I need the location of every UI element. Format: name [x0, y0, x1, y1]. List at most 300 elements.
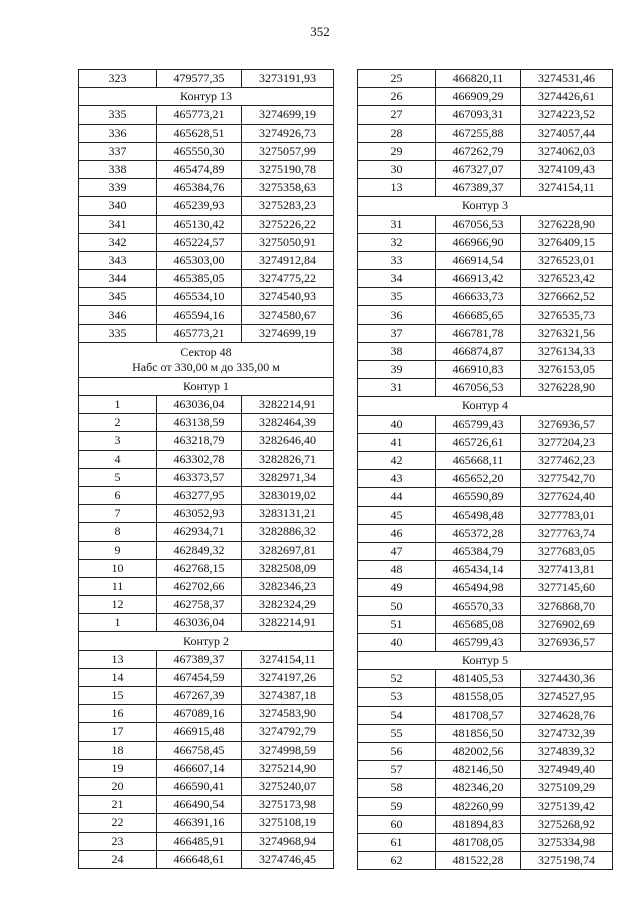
table-row — [358, 179, 613, 197]
point-number-cell: 23 — [79, 832, 157, 850]
table-row — [79, 306, 334, 324]
x-coordinate-cell: 482002,56 — [436, 742, 521, 760]
y-coordinate-cell: 3276134,33 — [521, 342, 613, 360]
x-coordinate-cell: 467255,88 — [436, 124, 521, 142]
point-number-cell: 341 — [79, 215, 157, 233]
point-number-cell: 45 — [358, 506, 436, 524]
point-number-cell: 24 — [79, 850, 157, 868]
table-row — [358, 306, 613, 324]
point-number-cell: 47 — [358, 542, 436, 560]
y-coordinate-cell: 3276523,01 — [521, 251, 613, 269]
x-coordinate-cell: 467454,59 — [157, 668, 242, 686]
y-coordinate-cell: 3277542,70 — [521, 470, 613, 488]
table-row — [79, 432, 334, 450]
y-coordinate-cell: 3274531,46 — [521, 70, 613, 88]
y-coordinate-cell: 3277145,60 — [521, 579, 613, 597]
x-coordinate-cell: 467056,53 — [436, 379, 521, 397]
x-coordinate-cell: 466648,61 — [157, 850, 242, 868]
contour-header: Контур 4 — [358, 397, 613, 415]
x-coordinate-cell: 481708,05 — [436, 833, 521, 851]
table-row — [79, 723, 334, 741]
table-row — [79, 70, 334, 88]
table-row — [79, 414, 334, 432]
x-coordinate-cell: 481558,05 — [436, 688, 521, 706]
y-coordinate-cell: 3275283,23 — [242, 197, 334, 215]
x-coordinate-cell: 465726,61 — [436, 433, 521, 451]
x-coordinate-cell: 466966,90 — [436, 233, 521, 251]
y-coordinate-cell: 3274154,11 — [521, 179, 613, 197]
x-coordinate-cell: 465384,76 — [157, 179, 242, 197]
table-row — [358, 542, 613, 560]
contour-header-row — [79, 88, 334, 106]
x-coordinate-cell: 467089,16 — [157, 705, 242, 723]
table-row — [358, 215, 613, 233]
point-number-cell: 43 — [358, 470, 436, 488]
x-coordinate-cell: 466758,45 — [157, 741, 242, 759]
x-coordinate-cell: 481856,50 — [436, 724, 521, 742]
table-row — [358, 506, 613, 524]
point-number-cell: 58 — [358, 779, 436, 797]
x-coordinate-cell: 462702,66 — [157, 577, 242, 595]
table-row — [358, 688, 613, 706]
y-coordinate-cell: 3276153,05 — [521, 361, 613, 379]
table-row — [79, 142, 334, 160]
table-row — [358, 124, 613, 142]
y-coordinate-cell: 3274746,45 — [242, 850, 334, 868]
x-coordinate-cell: 465685,08 — [436, 615, 521, 633]
point-number-cell: 343 — [79, 251, 157, 269]
table-row — [79, 759, 334, 777]
table-row — [358, 524, 613, 542]
point-number-cell: 54 — [358, 706, 436, 724]
x-coordinate-cell: 481522,28 — [436, 852, 521, 870]
table-row — [358, 324, 613, 342]
y-coordinate-cell: 3274540,93 — [242, 288, 334, 306]
y-coordinate-cell: 3274057,44 — [521, 124, 613, 142]
x-coordinate-cell: 465385,05 — [157, 270, 242, 288]
y-coordinate-cell: 3276936,57 — [521, 633, 613, 651]
point-number-cell: 40 — [358, 415, 436, 433]
point-number-cell: 61 — [358, 833, 436, 851]
point-number-cell: 15 — [79, 687, 157, 705]
point-number-cell: 17 — [79, 723, 157, 741]
y-coordinate-cell: 3276662,52 — [521, 288, 613, 306]
y-coordinate-cell: 3282346,23 — [242, 577, 334, 595]
x-coordinate-cell: 467389,37 — [157, 650, 242, 668]
y-coordinate-cell: 3275057,99 — [242, 142, 334, 160]
y-coordinate-cell: 3277783,01 — [521, 506, 613, 524]
sector-header-row — [79, 342, 334, 377]
table-row — [358, 451, 613, 469]
table-row — [358, 342, 613, 360]
point-number-cell: 16 — [79, 705, 157, 723]
y-coordinate-cell: 3274154,11 — [242, 650, 334, 668]
point-number-cell: 19 — [79, 759, 157, 777]
point-number-cell: 7 — [79, 505, 157, 523]
x-coordinate-cell: 465224,57 — [157, 233, 242, 251]
y-coordinate-cell: 3276902,69 — [521, 615, 613, 633]
y-coordinate-cell: 3276523,42 — [521, 270, 613, 288]
sector-title: Сектор 48 — [180, 344, 232, 359]
table-row — [358, 251, 613, 269]
point-number-cell: 42 — [358, 451, 436, 469]
table-row — [358, 160, 613, 178]
table-row — [79, 814, 334, 832]
x-coordinate-cell: 465594,16 — [157, 306, 242, 324]
y-coordinate-cell: 3274628,76 — [521, 706, 613, 724]
y-coordinate-cell: 3274223,52 — [521, 106, 613, 124]
y-coordinate-cell: 3276409,15 — [521, 233, 613, 251]
y-coordinate-cell: 3274968,94 — [242, 832, 334, 850]
x-coordinate-cell: 465534,10 — [157, 288, 242, 306]
point-number-cell: 3 — [79, 432, 157, 450]
table-row — [358, 70, 613, 88]
y-coordinate-cell: 3275109,29 — [521, 779, 613, 797]
point-number-cell: 13 — [358, 179, 436, 197]
table-row — [358, 561, 613, 579]
y-coordinate-cell: 3282886,32 — [242, 523, 334, 541]
x-coordinate-cell: 466915,48 — [157, 723, 242, 741]
point-number-cell: 335 — [79, 106, 157, 124]
table-row — [358, 670, 613, 688]
table-row — [358, 470, 613, 488]
x-coordinate-cell: 465799,43 — [436, 415, 521, 433]
y-coordinate-cell: 3274732,39 — [521, 724, 613, 742]
table-row — [358, 88, 613, 106]
point-number-cell: 339 — [79, 179, 157, 197]
y-coordinate-cell: 3275268,92 — [521, 815, 613, 833]
y-coordinate-cell: 3274387,18 — [242, 687, 334, 705]
x-coordinate-cell: 463277,95 — [157, 486, 242, 504]
point-number-cell: 346 — [79, 306, 157, 324]
x-coordinate-cell: 465570,33 — [436, 597, 521, 615]
y-coordinate-cell: 3276868,70 — [521, 597, 613, 615]
contour-header: Контур 13 — [79, 88, 334, 106]
table-row — [358, 852, 613, 870]
y-coordinate-cell: 3274839,32 — [521, 742, 613, 760]
table-row — [358, 233, 613, 251]
table-row — [79, 450, 334, 468]
point-number-cell: 52 — [358, 670, 436, 688]
table-row — [358, 724, 613, 742]
table-row — [358, 415, 613, 433]
table-row — [79, 850, 334, 868]
y-coordinate-cell: 3275050,91 — [242, 233, 334, 251]
x-coordinate-cell: 465590,89 — [436, 488, 521, 506]
y-coordinate-cell: 3282214,91 — [242, 396, 334, 414]
contour-header-row — [79, 377, 334, 395]
point-number-cell: 62 — [358, 852, 436, 870]
point-number-cell: 336 — [79, 124, 157, 142]
y-coordinate-cell: 3275198,74 — [521, 852, 613, 870]
table-row — [358, 742, 613, 760]
y-coordinate-cell: 3274426,61 — [521, 88, 613, 106]
x-coordinate-cell: 465494,98 — [436, 579, 521, 597]
point-number-cell: 323 — [79, 70, 157, 88]
contour-header: Контур 1 — [79, 377, 334, 395]
table-row — [79, 124, 334, 142]
table-row — [358, 833, 613, 851]
x-coordinate-cell: 465773,21 — [157, 324, 242, 342]
y-coordinate-cell: 3283019,02 — [242, 486, 334, 504]
y-coordinate-cell: 3275214,90 — [242, 759, 334, 777]
x-coordinate-cell: 466685,65 — [436, 306, 521, 324]
table-row — [358, 797, 613, 815]
x-coordinate-cell: 466909,29 — [436, 88, 521, 106]
y-coordinate-cell: 3282464,39 — [242, 414, 334, 432]
y-coordinate-cell: 3274949,40 — [521, 761, 613, 779]
point-number-cell: 18 — [79, 741, 157, 759]
y-coordinate-cell: 3277204,23 — [521, 433, 613, 451]
point-number-cell: 38 — [358, 342, 436, 360]
point-number-cell: 51 — [358, 615, 436, 633]
x-coordinate-cell: 465668,11 — [436, 451, 521, 469]
x-coordinate-cell: 465303,00 — [157, 251, 242, 269]
x-coordinate-cell: 467389,37 — [436, 179, 521, 197]
table-row — [79, 650, 334, 668]
table-row — [358, 579, 613, 597]
y-coordinate-cell: 3274527,95 — [521, 688, 613, 706]
y-coordinate-cell: 3274062,03 — [521, 142, 613, 160]
x-coordinate-cell: 467262,79 — [436, 142, 521, 160]
point-number-cell: 345 — [79, 288, 157, 306]
x-coordinate-cell: 466633,73 — [436, 288, 521, 306]
x-coordinate-cell: 465498,48 — [436, 506, 521, 524]
x-coordinate-cell: 481894,83 — [436, 815, 521, 833]
table-row — [358, 633, 613, 651]
y-coordinate-cell: 3274912,84 — [242, 251, 334, 269]
table-row — [358, 597, 613, 615]
x-coordinate-cell: 466590,41 — [157, 777, 242, 795]
table-row — [79, 179, 334, 197]
table-row — [358, 433, 613, 451]
y-coordinate-cell: 3277413,81 — [521, 561, 613, 579]
point-number-cell: 4 — [79, 450, 157, 468]
point-number-cell: 34 — [358, 270, 436, 288]
point-number-cell: 338 — [79, 160, 157, 178]
point-number-cell: 344 — [79, 270, 157, 288]
x-coordinate-cell: 463052,93 — [157, 505, 242, 523]
point-number-cell: 55 — [358, 724, 436, 742]
point-number-cell: 8 — [79, 523, 157, 541]
x-coordinate-cell: 467327,07 — [436, 160, 521, 178]
point-number-cell: 14 — [79, 668, 157, 686]
x-coordinate-cell: 466391,16 — [157, 814, 242, 832]
y-coordinate-cell: 3275358,63 — [242, 179, 334, 197]
table-row — [358, 615, 613, 633]
coordinates-table-left — [78, 69, 334, 869]
table-row — [358, 142, 613, 160]
table-row — [79, 160, 334, 178]
y-coordinate-cell: 3274583,90 — [242, 705, 334, 723]
point-number-cell: 1 — [79, 614, 157, 632]
x-coordinate-cell: 462758,37 — [157, 596, 242, 614]
point-number-cell: 11 — [79, 577, 157, 595]
contour-header-row — [358, 197, 613, 215]
table-row — [358, 379, 613, 397]
x-coordinate-cell: 467056,53 — [436, 215, 521, 233]
point-number-cell: 26 — [358, 88, 436, 106]
y-coordinate-cell: 3277683,05 — [521, 542, 613, 560]
y-coordinate-cell: 3274792,79 — [242, 723, 334, 741]
y-coordinate-cell: 3274109,43 — [521, 160, 613, 178]
point-number-cell: 21 — [79, 796, 157, 814]
table-row — [79, 396, 334, 414]
table-row — [358, 270, 613, 288]
y-coordinate-cell: 3273191,93 — [242, 70, 334, 88]
x-coordinate-cell: 466874,87 — [436, 342, 521, 360]
point-number-cell: 60 — [358, 815, 436, 833]
x-coordinate-cell: 466914,54 — [436, 251, 521, 269]
x-coordinate-cell: 465130,42 — [157, 215, 242, 233]
point-number-cell: 27 — [358, 106, 436, 124]
y-coordinate-cell: 3277763,74 — [521, 524, 613, 542]
table-row — [79, 596, 334, 614]
table-row — [79, 777, 334, 795]
x-coordinate-cell: 466781,78 — [436, 324, 521, 342]
table-row — [358, 488, 613, 506]
y-coordinate-cell: 3274699,19 — [242, 324, 334, 342]
x-coordinate-cell: 463302,78 — [157, 450, 242, 468]
point-number-cell: 28 — [358, 124, 436, 142]
x-coordinate-cell: 465239,93 — [157, 197, 242, 215]
point-number-cell: 22 — [79, 814, 157, 832]
table-row — [79, 741, 334, 759]
x-coordinate-cell: 463373,57 — [157, 468, 242, 486]
sector-header — [79, 342, 334, 377]
y-coordinate-cell: 3274699,19 — [242, 106, 334, 124]
point-number-cell: 53 — [358, 688, 436, 706]
x-coordinate-cell: 467093,31 — [436, 106, 521, 124]
table-row — [79, 614, 334, 632]
x-coordinate-cell: 482346,20 — [436, 779, 521, 797]
table-row — [79, 106, 334, 124]
y-coordinate-cell: 3275173,98 — [242, 796, 334, 814]
x-coordinate-cell: 466485,91 — [157, 832, 242, 850]
table-row — [358, 815, 613, 833]
contour-header: Контур 5 — [358, 652, 613, 670]
table-row — [358, 361, 613, 379]
point-number-cell: 35 — [358, 288, 436, 306]
x-coordinate-cell: 463036,04 — [157, 396, 242, 414]
point-number-cell: 46 — [358, 524, 436, 542]
x-coordinate-cell: 463138,59 — [157, 414, 242, 432]
point-number-cell: 9 — [79, 541, 157, 559]
y-coordinate-cell: 3274580,67 — [242, 306, 334, 324]
y-coordinate-cell: 3275226,22 — [242, 215, 334, 233]
point-number-cell: 59 — [358, 797, 436, 815]
y-coordinate-cell: 3274775,22 — [242, 270, 334, 288]
y-coordinate-cell: 3282646,40 — [242, 432, 334, 450]
y-coordinate-cell: 3274998,59 — [242, 741, 334, 759]
x-coordinate-cell: 462849,32 — [157, 541, 242, 559]
table-row — [79, 197, 334, 215]
point-number-cell: 337 — [79, 142, 157, 160]
point-number-cell: 12 — [79, 596, 157, 614]
table-row — [79, 668, 334, 686]
point-number-cell: 30 — [358, 160, 436, 178]
point-number-cell: 48 — [358, 561, 436, 579]
y-coordinate-cell: 3275190,78 — [242, 160, 334, 178]
y-coordinate-cell: 3275240,07 — [242, 777, 334, 795]
contour-header-row — [358, 652, 613, 670]
x-coordinate-cell: 465773,21 — [157, 106, 242, 124]
point-number-cell: 40 — [358, 633, 436, 651]
table-row — [79, 270, 334, 288]
point-number-cell: 340 — [79, 197, 157, 215]
x-coordinate-cell: 465434,14 — [436, 561, 521, 579]
point-number-cell: 33 — [358, 251, 436, 269]
contour-header: Контур 2 — [79, 632, 334, 650]
x-coordinate-cell: 465384,79 — [436, 542, 521, 560]
y-coordinate-cell: 3274926,73 — [242, 124, 334, 142]
x-coordinate-cell: 466910,83 — [436, 361, 521, 379]
y-coordinate-cell: 3276228,90 — [521, 215, 613, 233]
point-number-cell: 2 — [79, 414, 157, 432]
x-coordinate-cell: 465474,89 — [157, 160, 242, 178]
x-coordinate-cell: 465799,43 — [436, 633, 521, 651]
point-number-cell: 342 — [79, 233, 157, 251]
point-number-cell: 1 — [79, 396, 157, 414]
page-number: 352 — [310, 24, 330, 39]
table-row — [79, 705, 334, 723]
point-number-cell: 10 — [79, 559, 157, 577]
point-number-cell: 44 — [358, 488, 436, 506]
contour-header-row — [79, 632, 334, 650]
point-number-cell: 335 — [79, 324, 157, 342]
point-number-cell: 13 — [79, 650, 157, 668]
point-number-cell: 25 — [358, 70, 436, 88]
table-row — [79, 523, 334, 541]
point-number-cell: 56 — [358, 742, 436, 760]
table-row — [79, 288, 334, 306]
table-row — [79, 559, 334, 577]
point-number-cell: 31 — [358, 379, 436, 397]
point-number-cell: 41 — [358, 433, 436, 451]
x-coordinate-cell: 465652,20 — [436, 470, 521, 488]
y-coordinate-cell: 3282826,71 — [242, 450, 334, 468]
sector-height-range: Набс от 330,00 м до 335,00 м — [132, 359, 280, 374]
point-number-cell: 31 — [358, 215, 436, 233]
contour-header-row — [358, 397, 613, 415]
table-row — [79, 832, 334, 850]
y-coordinate-cell: 3276228,90 — [521, 379, 613, 397]
x-coordinate-cell: 465372,28 — [436, 524, 521, 542]
x-coordinate-cell: 481708,57 — [436, 706, 521, 724]
x-coordinate-cell: 479577,35 — [157, 70, 242, 88]
table-row — [79, 324, 334, 342]
table-row — [358, 706, 613, 724]
table-row — [358, 779, 613, 797]
point-number-cell: 50 — [358, 597, 436, 615]
y-coordinate-cell: 3275139,42 — [521, 797, 613, 815]
table-row — [79, 468, 334, 486]
point-number-cell: 20 — [79, 777, 157, 795]
x-coordinate-cell: 482146,50 — [436, 761, 521, 779]
x-coordinate-cell: 463036,04 — [157, 614, 242, 632]
y-coordinate-cell: 3277462,23 — [521, 451, 613, 469]
table-row — [79, 233, 334, 251]
y-coordinate-cell: 3274430,36 — [521, 670, 613, 688]
point-number-cell: 6 — [79, 486, 157, 504]
y-coordinate-cell: 3283131,21 — [242, 505, 334, 523]
y-coordinate-cell: 3282971,34 — [242, 468, 334, 486]
x-coordinate-cell: 462768,15 — [157, 559, 242, 577]
point-number-cell: 5 — [79, 468, 157, 486]
point-number-cell: 29 — [358, 142, 436, 160]
x-coordinate-cell: 465550,30 — [157, 142, 242, 160]
point-number-cell: 32 — [358, 233, 436, 251]
